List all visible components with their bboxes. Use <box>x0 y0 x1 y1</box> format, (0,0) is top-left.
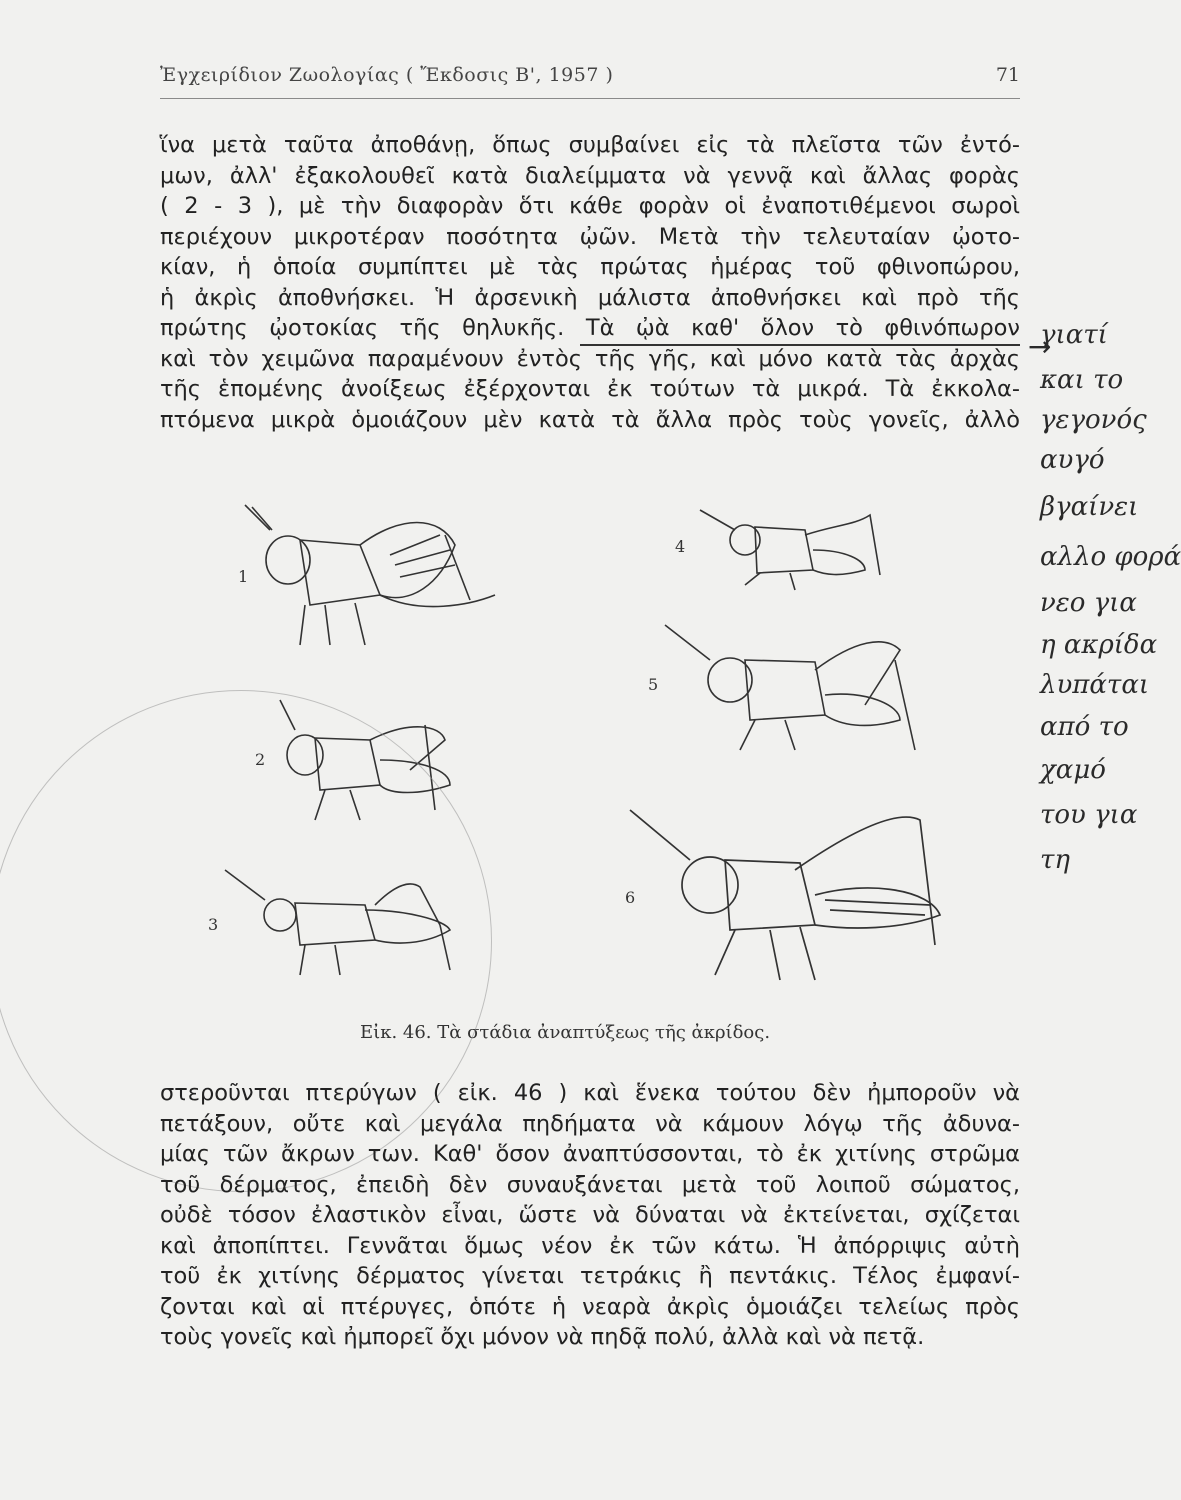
grasshopper-stage-3 <box>225 865 485 980</box>
margin-note: γεγονός <box>1040 405 1147 435</box>
margin-note: και το <box>1040 365 1124 395</box>
figure-label-3: 3 <box>208 915 219 934</box>
text-line: μων, ἀλλ' ἐξακολουθεῖ κατὰ διαλείμματα νὰ γεννᾷ καὶ ἄλλας φορὰς <box>160 162 1020 189</box>
text-line: καὶ τὸν χειμῶνα παραμένουν ἐντὸς τῆς γῆς, καὶ μόνο κατὰ τὰς ἀρχὰς <box>160 345 1020 372</box>
text-line: καὶ ἀποπίπτει. Γεννᾶται ὅμως νέον ἐκ τῶν κάτω. Ἡ ἀπόρριψις αὐτὴ <box>160 1232 1020 1259</box>
margin-note: η ακρίδα <box>1040 630 1158 660</box>
margin-note: αυγό <box>1040 445 1105 475</box>
text-line: ζονται καὶ αἱ πτέρυγες, ὁπότε ἡ νεαρὰ ἀκρὶς ὁμοιάζει τελείως πρὸς <box>160 1293 1020 1320</box>
text-line: ἵνα μετὰ ταῦτα ἀποθάνῃ, ὅπως συμβαίνει εἰς τὰ πλεῖστα τῶν ἐντό- <box>160 132 1020 158</box>
handwritten-underline <box>580 344 1020 346</box>
text-line: στεροῦνται πτερύγων ( εἰκ. 46 ) καὶ ἕνεκα τούτου δὲν ἠμποροῦν νὰ <box>160 1080 1020 1106</box>
paragraph-top <box>160 130 1020 435</box>
text-line: ἡ ἀκρὶς ἀποθνήσκει. Ἡ ἀρσενικὴ μάλιστα ἀποθνήσκει καὶ πρὸ τῆς <box>160 284 1020 311</box>
text-line: ( 2 - 3 ), μὲ τὴν διαφορὰν ὅτι κάθε φορὰν οἱ ἐναποτιθέμενοι σωροὶ <box>160 193 1020 219</box>
text-line: πτόμενα μικρὰ ὁμοιάζουν μὲν κατὰ τὰ ἄλλα πρὸς τοὺς γονεῖς, ἀλλὸ <box>160 406 1020 433</box>
margin-note: λυπάται <box>1040 670 1150 700</box>
text-line: πρώτης ᾠοτοκίας τῆς θηλυκῆς. Τὰ ᾠὰ καθ' ὅλον τὸ φθινόπωρον <box>160 315 1020 341</box>
paragraph-bottom <box>160 1078 1020 1353</box>
figure-label-6: 6 <box>625 888 636 907</box>
margin-note: του για <box>1040 800 1138 830</box>
handwritten-margin-notes <box>1040 320 1181 880</box>
grasshopper-stage-6 <box>630 805 955 990</box>
margin-note: αλλο φορά <box>1040 542 1181 572</box>
figure-caption: Εἰκ. 46. Τὰ στάδια ἀναπτύξεως τῆς ἀκρίδος. <box>360 1022 771 1043</box>
margin-note: γιατί <box>1040 320 1108 350</box>
text-line: τοῦ δέρματος, ἐπειδὴ δὲν συναυξάνεται μετὰ τοῦ λοιποῦ σώματος, <box>160 1171 1020 1198</box>
grasshopper-stage-4 <box>695 495 915 595</box>
book-title: Ἐγχειρίδιον Ζωολογίας ( Ἔκδοσις Β', 1957 ) <box>160 64 614 86</box>
grasshopper-stage-5 <box>665 620 925 770</box>
margin-note: τη <box>1040 845 1070 875</box>
text-line: τοῦ ἐκ χιτίνης δέρματος γίνεται τετράκις ἢ πεντάκις. Τέλος ἐμφανί- <box>160 1263 1020 1289</box>
page-header <box>160 58 1020 99</box>
margin-note: νεο για <box>1040 588 1137 618</box>
grasshopper-stage-2 <box>270 700 480 825</box>
figure-label-5: 5 <box>648 675 659 694</box>
margin-note: χαμό <box>1040 755 1106 785</box>
text-line: μίας τῶν ἄκρων των. Καθ' ὅσον ἀναπτύσσονται, τὸ ἐκ χιτίνης στρῶμα <box>160 1141 1020 1167</box>
text-line: κίαν, ἡ ὁποία συμπίπτει μὲ τὰς πρώτας ἡμέρας τοῦ φθινοπώρου, <box>160 254 1020 280</box>
text-line: οὐδὲ τόσον ἐλαστικὸν εἶναι, ὥστε νὰ δύναται νὰ ἐκτείνεται, σχίζεται <box>160 1202 1020 1228</box>
margin-note: βγαίνει <box>1040 492 1139 522</box>
text-line: τῆς ἑπομένης ἀνοίξεως ἐξέρχονται ἐκ τούτων τὰ μικρά. Τὰ ἐκκολα- <box>160 376 1020 402</box>
arrow-icon: → <box>1028 330 1052 363</box>
grasshopper-stage-1 <box>240 505 500 660</box>
text-line: τοὺς γονεῖς καὶ ἠμπορεῖ ὄχι μόνον νὰ πηδᾷ πολύ, ἀλλὰ καὶ νὰ πετᾷ. <box>160 1324 925 1350</box>
text-line: περιέχουν μικροτέραν ποσότητα ᾠῶν. Μετὰ τὴν τελευταίαν ᾠοτο- <box>160 223 1020 250</box>
figure-label-4: 4 <box>675 537 686 556</box>
figure-label-2: 2 <box>255 750 266 769</box>
page-number: 71 <box>995 64 1020 86</box>
figure-label-1: 1 <box>238 567 249 586</box>
text-line: πετάξουν, οὔτε καὶ μεγάλα πηδήματα νὰ κάμουν λόγῳ τῆς ἀδυνα- <box>160 1110 1020 1137</box>
margin-note: από το <box>1040 712 1129 742</box>
grasshopper-figure <box>160 495 1020 1040</box>
